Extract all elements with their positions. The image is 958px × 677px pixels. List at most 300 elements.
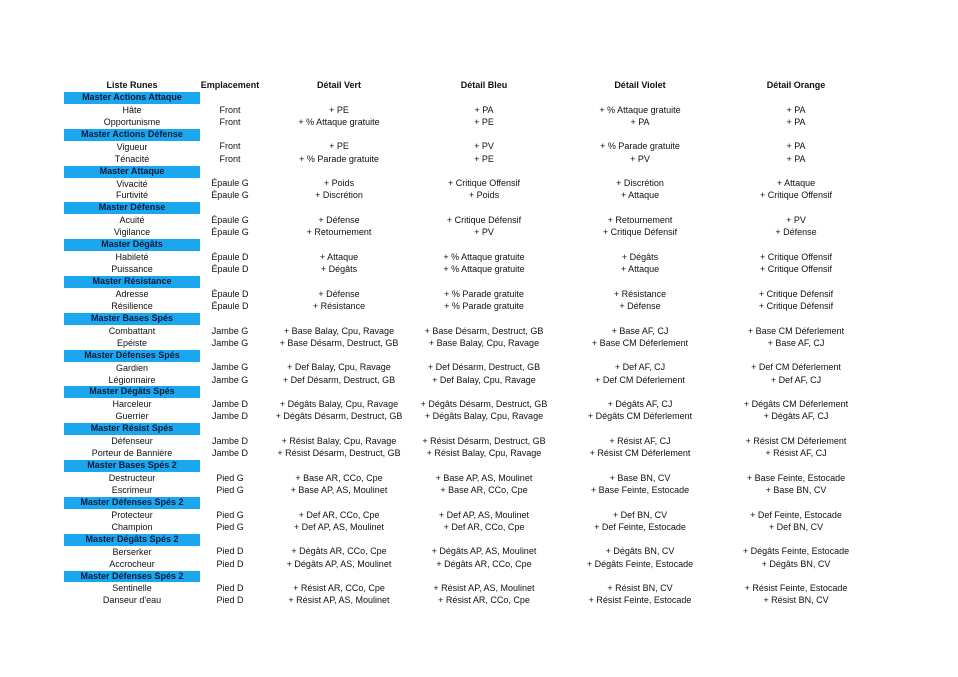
- rune-name: Résilience: [111, 300, 153, 311]
- detail-orange: + PA: [786, 141, 806, 152]
- rune-name: Berserker: [112, 546, 152, 557]
- detail-orange: + Résist Feinte, Estocade: [744, 583, 848, 594]
- rune-name: Légionnaire: [108, 374, 156, 385]
- detail-bleu: + Base Balay, Cpu, Ravage: [428, 337, 540, 348]
- rune-name: Harceleur: [112, 399, 152, 410]
- detail-bleu: + Dégâts Désarm, Destruct, GB: [420, 399, 548, 410]
- detail-vert: + Défense: [318, 215, 360, 226]
- table-row: [64, 375, 862, 387]
- empty-cell: [730, 92, 862, 104]
- emplacement: Épaule D: [211, 264, 249, 275]
- emplacement: Pied G: [216, 509, 244, 520]
- empty-cell: [200, 92, 260, 104]
- empty-cell: [200, 239, 260, 251]
- section-title: Master Actions Attaque: [64, 92, 200, 104]
- detail-bleu: + Résist AR, CCo, Cpe: [438, 595, 530, 606]
- emplacement: Pied G: [216, 472, 244, 483]
- section-title: Master Bases Spés: [64, 313, 200, 325]
- rune-name: Adresse: [115, 288, 149, 299]
- detail-vert: + Défense: [318, 288, 360, 299]
- emplacement: Épaule D: [211, 288, 249, 299]
- empty-cell: [260, 460, 418, 472]
- detail-violet: + Dégâts BN, CV: [605, 546, 675, 557]
- detail-vert: + Dégâts AP, AS, Moulinet: [286, 558, 392, 569]
- detail-bleu: + % Parade gratuite: [444, 288, 524, 299]
- empty-cell: [260, 534, 418, 546]
- rune-name: Danseur d'eau: [102, 595, 162, 606]
- empty-cell: [730, 313, 862, 325]
- detail-orange: + Def AF, CJ: [770, 374, 822, 385]
- section-row: [64, 313, 862, 325]
- emplacement: Pied D: [216, 595, 244, 606]
- emplacement: Front: [219, 116, 241, 127]
- section-row: [64, 129, 862, 141]
- empty-cell: [260, 276, 418, 288]
- detail-orange: + Critique Défensif: [758, 300, 834, 311]
- rune-name: Gardien: [115, 362, 149, 373]
- detail-vert: + Def Désarm, Destruct, GB: [282, 374, 396, 385]
- detail-violet: + Attaque: [620, 264, 660, 275]
- section-title: Master Défenses Spés: [64, 350, 200, 362]
- detail-violet: + Discrétion: [616, 178, 664, 189]
- emplacement: Jambe D: [211, 435, 248, 446]
- detail-violet: + PA: [630, 116, 650, 127]
- emplacement: Jambe D: [211, 399, 248, 410]
- rune-name: Sentinelle: [112, 583, 152, 594]
- detail-violet: + Dégâts CM Déferlement: [587, 411, 693, 422]
- emplacement: Pied G: [216, 521, 244, 532]
- table-row: [64, 264, 862, 276]
- empty-cell: [730, 276, 862, 288]
- header-detail-vert: Détail Vert: [316, 80, 362, 90]
- header-detail-orange: Détail Orange: [766, 80, 826, 90]
- rune-name: Guerrier: [115, 411, 149, 422]
- detail-violet: + Def CM Déferlement: [595, 374, 685, 385]
- detail-violet: + Attaque: [620, 190, 660, 201]
- detail-orange: + Dégâts CM Déferlement: [743, 399, 849, 410]
- detail-vert: + Def Balay, Cpu, Ravage: [287, 362, 391, 373]
- empty-cell: [550, 423, 730, 435]
- empty-cell: [418, 386, 550, 398]
- detail-orange: + Dégâts AF, CJ: [763, 411, 829, 422]
- detail-orange: + Critique Offensif: [759, 190, 833, 201]
- rune-name: Combattant: [108, 325, 156, 336]
- detail-violet: + Critique Défensif: [602, 227, 678, 238]
- empty-cell: [418, 423, 550, 435]
- emplacement: Jambe G: [211, 374, 249, 385]
- empty-cell: [200, 386, 260, 398]
- detail-vert: + Dégâts Désarm, Destruct, GB: [275, 411, 403, 422]
- empty-cell: [550, 166, 730, 178]
- empty-cell: [200, 276, 260, 288]
- detail-vert: + Retournement: [306, 227, 372, 238]
- detail-violet: + Résist CM Déferlement: [589, 448, 691, 459]
- empty-cell: [730, 423, 862, 435]
- detail-orange: + Def Feinte, Estocade: [750, 509, 842, 520]
- table-row: [64, 141, 862, 153]
- detail-vert: + Def AR, CCo, Cpe: [298, 509, 380, 520]
- detail-vert: + Poids: [323, 178, 355, 189]
- empty-cell: [200, 202, 260, 214]
- table-row: [64, 178, 862, 190]
- table-row: [64, 154, 862, 166]
- emplacement: Front: [219, 153, 241, 164]
- table-body: [64, 92, 862, 607]
- empty-cell: [550, 350, 730, 362]
- empty-cell: [200, 313, 260, 325]
- detail-vert: + % Parade gratuite: [299, 153, 379, 164]
- detail-bleu: + Def AP, AS, Moulinet: [438, 509, 530, 520]
- detail-orange: + PA: [786, 153, 806, 164]
- detail-orange: + Base CM Déferlement: [747, 325, 845, 336]
- header-emplacement: Emplacement: [200, 80, 260, 90]
- detail-orange: + PV: [786, 215, 806, 226]
- empty-cell: [260, 239, 418, 251]
- detail-bleu: + Def Désarm, Destruct, GB: [427, 362, 541, 373]
- detail-bleu: + Base Désarm, Destruct, GB: [424, 325, 544, 336]
- detail-violet: + Base CM Déferlement: [591, 337, 689, 348]
- detail-vert: + Résistance: [312, 300, 366, 311]
- detail-bleu: + PV: [474, 227, 494, 238]
- detail-bleu: + Base AR, CCo, Cpe: [440, 484, 528, 495]
- empty-cell: [730, 386, 862, 398]
- rune-name: Epéiste: [116, 337, 148, 348]
- empty-cell: [260, 423, 418, 435]
- detail-bleu: + PE: [474, 116, 494, 127]
- emplacement: Jambe D: [211, 448, 248, 459]
- detail-orange: + Résist BN, CV: [763, 595, 829, 606]
- emplacement: Épaule D: [211, 300, 249, 311]
- section-row: [64, 239, 862, 251]
- detail-vert: + Résist AR, CCo, Cpe: [293, 583, 385, 594]
- detail-bleu: + Def Balay, Cpu, Ravage: [432, 374, 536, 385]
- emplacement: Jambe G: [211, 362, 249, 373]
- table-row: [64, 583, 862, 595]
- emplacement: Épaule G: [211, 190, 249, 201]
- rune-name: Vivacité: [116, 178, 148, 189]
- empty-cell: [550, 92, 730, 104]
- empty-cell: [418, 202, 550, 214]
- empty-cell: [418, 129, 550, 141]
- section-row: [64, 497, 862, 509]
- section-row: [64, 423, 862, 435]
- empty-cell: [550, 276, 730, 288]
- detail-orange: + PA: [786, 116, 806, 127]
- detail-vert: + Base Désarm, Destruct, GB: [279, 337, 399, 348]
- header-detail-bleu: Détail Bleu: [460, 80, 508, 90]
- detail-vert: + PE: [329, 104, 349, 115]
- detail-violet: + Résist Feinte, Estocade: [588, 595, 692, 606]
- empty-cell: [550, 313, 730, 325]
- detail-violet: + % Attaque gratuite: [599, 104, 681, 115]
- table-row: [64, 485, 862, 497]
- detail-vert: + Discrétion: [315, 190, 363, 201]
- empty-cell: [730, 534, 862, 546]
- detail-orange: + Critique Offensif: [759, 264, 833, 275]
- detail-vert: + % Attaque gratuite: [298, 116, 380, 127]
- empty-cell: [200, 497, 260, 509]
- detail-violet: + Résist AF, CJ: [609, 435, 671, 446]
- detail-orange: + Attaque: [776, 178, 816, 189]
- table-row: [64, 411, 862, 423]
- empty-cell: [730, 460, 862, 472]
- table-row: [64, 227, 862, 239]
- rune-name: Puissance: [111, 264, 153, 275]
- detail-vert: + Attaque: [319, 251, 359, 262]
- rune-name: Accrocheur: [109, 558, 155, 569]
- detail-vert: + Résist AP, AS, Moulinet: [288, 595, 390, 606]
- detail-bleu: + Poids: [468, 190, 500, 201]
- detail-bleu: + Dégâts Balay, Cpu, Ravage: [424, 411, 544, 422]
- emplacement: Jambe G: [211, 337, 249, 348]
- detail-orange: + Défense: [775, 227, 817, 238]
- table-row: [64, 215, 862, 227]
- table-row: [64, 473, 862, 485]
- detail-vert: + Dégâts Balay, Cpu, Ravage: [279, 399, 399, 410]
- rune-name: Porteur de Bannière: [91, 448, 173, 459]
- emplacement: Pied D: [216, 546, 244, 557]
- detail-bleu: + Dégâts AR, CCo, Cpe: [436, 558, 532, 569]
- empty-cell: [418, 571, 550, 583]
- rune-name: Ténacité: [114, 153, 150, 164]
- detail-orange: + Dégâts BN, CV: [761, 558, 831, 569]
- empty-cell: [730, 497, 862, 509]
- section-row: [64, 350, 862, 362]
- section-row: [64, 460, 862, 472]
- section-title: Master Défenses Spés 2: [64, 571, 200, 583]
- rune-name: Furtivité: [115, 190, 148, 201]
- detail-bleu: + PV: [474, 141, 494, 152]
- detail-vert: + Base AR, CCo, Cpe: [295, 472, 383, 483]
- empty-cell: [260, 386, 418, 398]
- section-row: [64, 202, 862, 214]
- detail-violet: + Défense: [619, 300, 661, 311]
- empty-cell: [730, 239, 862, 251]
- rune-name: Acuité: [119, 215, 145, 226]
- empty-cell: [730, 166, 862, 178]
- detail-violet: + Dégâts AF, CJ: [607, 399, 673, 410]
- section-title: Master Dégâts Spés: [64, 386, 200, 398]
- detail-violet: + Base AF, CJ: [611, 325, 669, 336]
- header-liste-runes: Liste Runes: [106, 80, 158, 90]
- section-title: Master Attaque: [64, 166, 200, 178]
- empty-cell: [418, 497, 550, 509]
- empty-cell: [418, 460, 550, 472]
- table-row: [64, 252, 862, 264]
- section-row: [64, 92, 862, 104]
- table-row: [64, 399, 862, 411]
- detail-bleu: + Résist AP, AS, Moulinet: [433, 583, 535, 594]
- table-row: [64, 325, 862, 337]
- table-row: [64, 288, 862, 300]
- detail-vert: + Dégâts: [320, 264, 358, 275]
- detail-bleu: + % Attaque gratuite: [443, 264, 525, 275]
- empty-cell: [200, 166, 260, 178]
- detail-orange: + Def CM Déferlement: [751, 362, 841, 373]
- empty-cell: [730, 129, 862, 141]
- detail-vert: + Dégâts AR, CCo, Cpe: [291, 546, 387, 557]
- rune-name: Vigilance: [113, 227, 151, 238]
- emplacement: Front: [219, 104, 241, 115]
- empty-cell: [550, 386, 730, 398]
- rune-name: Habileté: [115, 252, 149, 263]
- table-row: [64, 448, 862, 460]
- emplacement: Épaule G: [211, 178, 249, 189]
- detail-vert: + Base Balay, Cpu, Ravage: [283, 325, 395, 336]
- table-row: [64, 104, 862, 116]
- rune-name: Protecteur: [111, 509, 153, 520]
- detail-bleu: + Base AP, AS, Moulinet: [435, 472, 533, 483]
- detail-violet: + Base BN, CV: [609, 472, 671, 483]
- empty-cell: [418, 239, 550, 251]
- table-row: [64, 522, 862, 534]
- empty-cell: [550, 202, 730, 214]
- emplacement: Épaule G: [211, 215, 249, 226]
- detail-violet: + % Parade gratuite: [600, 141, 680, 152]
- table-row: [64, 595, 862, 607]
- empty-cell: [418, 534, 550, 546]
- detail-vert: + Résist Désarm, Destruct, GB: [277, 448, 401, 459]
- empty-cell: [260, 166, 418, 178]
- empty-cell: [550, 239, 730, 251]
- detail-orange: + Résist AF, CJ: [765, 448, 827, 459]
- table-row: [64, 338, 862, 350]
- detail-orange: + Critique Défensif: [758, 288, 834, 299]
- detail-violet: + Def Feinte, Estocade: [594, 521, 686, 532]
- empty-cell: [418, 166, 550, 178]
- empty-cell: [260, 497, 418, 509]
- empty-cell: [550, 129, 730, 141]
- section-row: [64, 166, 862, 178]
- detail-violet: + Résist BN, CV: [607, 583, 673, 594]
- table-row: [64, 190, 862, 202]
- detail-vert: + Base AP, AS, Moulinet: [290, 484, 388, 495]
- table-row: [64, 559, 862, 571]
- emplacement: Jambe D: [211, 411, 248, 422]
- detail-vert: + Def AP, AS, Moulinet: [293, 521, 385, 532]
- detail-bleu: + PA: [474, 104, 494, 115]
- detail-vert: + PE: [329, 141, 349, 152]
- empty-cell: [260, 571, 418, 583]
- table-row: [64, 546, 862, 558]
- table-row: [64, 436, 862, 448]
- section-title: Master Défenses Spés 2: [64, 497, 200, 509]
- section-title: Master Bases Spés 2: [64, 460, 200, 472]
- emplacement: Pied G: [216, 484, 244, 495]
- section-row: [64, 534, 862, 546]
- detail-violet: + Def BN, CV: [612, 509, 668, 520]
- detail-bleu: + PE: [474, 153, 494, 164]
- detail-orange: + Critique Offensif: [759, 251, 833, 262]
- empty-cell: [200, 129, 260, 141]
- emplacement: Jambe G: [211, 325, 249, 336]
- detail-bleu: + Résist Désarm, Destruct, GB: [422, 435, 546, 446]
- empty-cell: [260, 92, 418, 104]
- detail-orange: + Résist CM Déferlement: [745, 435, 847, 446]
- detail-violet: + Résistance: [613, 288, 667, 299]
- rune-name: Champion: [111, 521, 153, 532]
- table-row: [64, 301, 862, 313]
- section-row: [64, 276, 862, 288]
- empty-cell: [550, 534, 730, 546]
- detail-bleu: + Résist Balay, Cpu, Ravage: [426, 448, 542, 459]
- empty-cell: [418, 276, 550, 288]
- empty-cell: [418, 350, 550, 362]
- empty-cell: [730, 350, 862, 362]
- table-row: [64, 117, 862, 129]
- emplacement: Pied D: [216, 558, 244, 569]
- section-title: Master Dégâts Spés 2: [64, 534, 200, 546]
- empty-cell: [200, 534, 260, 546]
- empty-cell: [260, 202, 418, 214]
- empty-cell: [418, 313, 550, 325]
- detail-orange: + Def BN, CV: [768, 521, 824, 532]
- emplacement: Pied D: [216, 583, 244, 594]
- empty-cell: [260, 350, 418, 362]
- emplacement: Front: [219, 141, 241, 152]
- rune-name: Défenseur: [111, 436, 153, 447]
- empty-cell: [550, 571, 730, 583]
- empty-cell: [200, 423, 260, 435]
- detail-orange: + Base BN, CV: [765, 484, 827, 495]
- header-row: [64, 80, 862, 92]
- detail-violet: + Dégâts Feinte, Estocade: [586, 558, 694, 569]
- empty-cell: [730, 202, 862, 214]
- header-detail-violet: Détail Violet: [614, 80, 666, 90]
- empty-cell: [730, 571, 862, 583]
- section-row: [64, 571, 862, 583]
- detail-bleu: + Def AR, CCo, Cpe: [443, 521, 525, 532]
- detail-violet: + Dégâts: [621, 251, 659, 262]
- detail-violet: + Def AF, CJ: [614, 362, 666, 373]
- section-title: Master Actions Défense: [64, 129, 200, 141]
- section-title: Master Résist Spés: [64, 423, 200, 435]
- rune-name: Destructeur: [108, 473, 156, 483]
- section-title: Master Résistance: [64, 276, 200, 288]
- empty-cell: [200, 460, 260, 472]
- empty-cell: [260, 313, 418, 325]
- emplacement: Épaule G: [211, 227, 249, 238]
- table-row: [64, 509, 862, 521]
- detail-bleu: + % Parade gratuite: [444, 300, 524, 311]
- rune-name: Vigueur: [116, 141, 148, 152]
- rune-name: Opportunisme: [103, 116, 161, 127]
- table-row: [64, 362, 862, 374]
- detail-violet: + PV: [630, 153, 650, 164]
- detail-violet: + Retournement: [607, 215, 673, 226]
- empty-cell: [418, 92, 550, 104]
- detail-orange: + Base Feinte, Estocade: [746, 472, 846, 483]
- section-row: [64, 386, 862, 398]
- empty-cell: [260, 129, 418, 141]
- detail-orange: + PA: [786, 104, 806, 115]
- detail-bleu: + Critique Offensif: [447, 178, 521, 189]
- rune-name: Hâte: [122, 104, 142, 115]
- section-title: Master Défense: [64, 202, 200, 214]
- detail-orange: + Dégâts Feinte, Estocade: [742, 546, 850, 557]
- detail-vert: + Résist Balay, Cpu, Ravage: [281, 435, 397, 446]
- rune-name: Escrimeur: [111, 484, 153, 495]
- empty-cell: [200, 571, 260, 583]
- detail-bleu: + % Attaque gratuite: [443, 251, 525, 262]
- empty-cell: [550, 497, 730, 509]
- empty-cell: [550, 460, 730, 472]
- detail-bleu: + Critique Défensif: [446, 215, 522, 226]
- detail-orange: + Base AF, CJ: [767, 337, 825, 348]
- section-title: Master Dégâts: [64, 239, 200, 251]
- emplacement: Épaule D: [211, 251, 249, 262]
- detail-violet: + Base Feinte, Estocade: [590, 484, 690, 495]
